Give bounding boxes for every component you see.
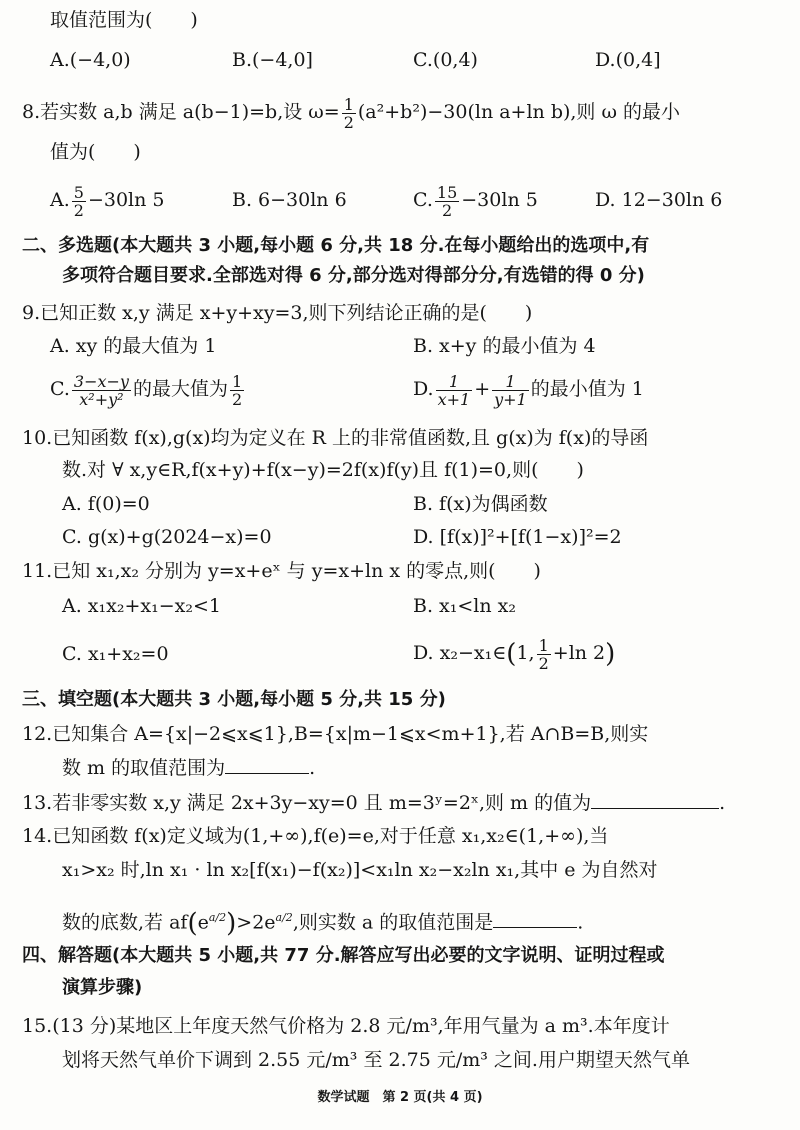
q13-prefix: 13.若非零实数 x,y 满足 2x+3y−xy=0 且 m=3ʸ=2ˣ,则 m 的值为 [22,792,592,814]
q9-option-c-frac [72,373,131,408]
q8-prefix: 若实数 a,b 满足 a(b−1)=b,设 ω= [40,101,340,123]
q8-option-a [50,178,165,222]
section4-heading-line1: 四、解答题(本大题共 5 小题,共 77 分.解答应写出必要的文字说明、证明过程或 [22,945,665,966]
q9-option-c-mid: 的最大值为 [132,378,228,400]
q14-inequality: >2e [236,911,276,934]
q9-option-c-half-den: 2 [231,389,243,409]
q8-option-b: B. 6−30ln 6 [232,189,347,211]
q9-option-c-half-num: 1 [231,371,243,391]
q13-stem [22,789,725,817]
q8-frac-num: 1 [343,94,354,114]
q8-option-a-frac-den: 2 [73,200,84,220]
q9-option-c-frac-num: 3−x−y [73,371,129,391]
q8-option-a-frac [72,184,86,219]
q10-option-b: B. f(x)为偶函数 [413,493,548,515]
q8-suffix: (a²+b²)−30(ln a+ln b),则 ω 的最小 [357,101,681,123]
q15-stem-line2: 划将天然气单价下调到 2.55 元/m³ 至 2.75 元/m³ 之间.用户期望天然气单 [62,1049,690,1071]
q14-end: . [577,911,584,934]
q8-fraction [342,96,356,131]
q9-option-c-label: C. [50,378,70,400]
q7-option-d: D.(0,4] [595,49,661,71]
q12-stem-line1: 12.已知集合 A={x|−2⩽x⩽1},B={x|m−1⩽x<m+1},若 A∩B=B,则实 [22,723,649,745]
q9-option-d-plus: + [474,378,491,400]
page-footer: 数学试题 第 2 页(共 4 页) [317,1090,483,1105]
q14-suffix: ,则实数 a 的取值范围是 [292,911,494,934]
q9-option-c-half [230,373,244,408]
q8-option-a-tail: −30ln 5 [87,189,165,211]
q14-close-paren: ) [226,908,237,939]
q8-option-c [413,178,538,222]
q8-number: 8. [22,101,41,123]
q15-stem-line1: 15.(13 分)某地区上年度天然气价格为 2.8 元/m³,年用气量为 a m³.本年度计 [22,1015,670,1037]
q9-option-d [413,366,644,412]
q9-option-c-frac-den: x²+y² [79,389,124,409]
q14-prefix: 数的底数,若 af [62,911,188,934]
q14-stem-line2: x₁>x₂ 时,ln x₁ · ln x₂[f(x₁)−f(x₂)]<x₁ln x₂−x₂ln x₁,其中 e 为自然对 [62,859,658,881]
q11-option-d-frac-den: 2 [538,653,549,673]
q8-option-c-tail: −30ln 5 [461,189,538,211]
q11-option-d [413,630,615,676]
section2-heading-line1: 二、多选题(本大题共 3 小题,每小题 6 分,共 18 分.在每小题给出的选项中,有 [22,235,650,256]
section4-heading-line2: 演算步骤) [62,977,143,998]
q10-option-c: C. g(x)+g(2024−x)=0 [62,526,272,548]
q9-option-c [50,366,246,412]
q12-suffix: . [309,757,316,779]
q8-frac-den: 2 [343,112,354,132]
q11-option-c: C. x₁+x₂=0 [62,643,169,665]
q11-option-d-prefix: D. x₂−x₁∈ [413,642,507,664]
q9-option-d-frac1 [436,373,473,408]
q11-option-d-lower: 1, [516,642,535,664]
q11-option-d-frac [537,637,551,672]
q12-stem-line2 [62,754,315,782]
q14-answer-blank[interactable] [493,909,577,928]
q14-exponent-2: a/2 [275,911,293,924]
q14-base-e: e [197,911,209,934]
q9-option-a: A. xy 的最大值为 1 [50,335,217,357]
q8-option-a-frac-num: 5 [73,182,84,202]
q10-stem-line1: 10.已知函数 f(x),g(x)均为定义在 R 上的非常值函数,且 g(x)为 f(x)的导函 [22,427,649,449]
q10-option-a: A. f(0)=0 [62,493,150,515]
q9-option-d-frac2-den: y+1 [494,389,527,409]
q12-answer-blank[interactable] [225,755,309,774]
q9-option-d-frac2-num: 1 [492,373,529,391]
section3-heading: 三、填空题(本大题共 3 小题,每小题 5 分,共 15 分) [22,689,446,710]
q11-option-d-upper: +ln 2 [552,642,606,664]
q12-prefix: 数 m 的取值范围为 [62,757,226,779]
q8-option-c-label: C. [413,189,433,211]
q14-stem-line1: 14.已知函数 f(x)定义域为(1,+∞),f(e)=e,对于任意 x₁,x₂∈(1,+∞),当 [22,825,609,847]
q8-stem-line1 [22,90,680,134]
q13-answer-blank[interactable] [591,790,719,809]
q9-option-b: B. x+y 的最小值为 4 [413,335,596,357]
q7-stem-tail: 取值范围为( ) [50,9,198,31]
q9-stem: 9.已知正数 x,y 满足 x+y+xy=3,则下列结论正确的是( ) [22,302,533,324]
q11-option-d-frac-num: 1 [538,635,549,655]
q11-option-b: B. x₁<ln x₂ [413,595,516,617]
q8-option-d: D. 12−30ln 6 [595,189,723,211]
q9-option-d-frac1-num: 1 [436,373,473,391]
q7-option-b: B.(−4,0] [232,49,313,71]
q13-suffix: . [719,792,726,814]
q8-stem-line2: 值为( ) [50,141,141,163]
q8-option-a-label: A. [50,189,70,211]
q7-option-c: C.(0,4) [413,49,478,71]
q8-option-c-frac-num: 15 [436,182,458,202]
q8-option-c-frac [435,184,459,219]
q9-option-d-frac1-den: x+1 [437,389,471,409]
q11-stem: 11.已知 x₁,x₂ 分别为 y=x+eˣ 与 y=x+ln x 的零点,则( ) [22,560,541,582]
q8-option-c-frac-den: 2 [441,200,453,220]
q11-option-d-close-paren: ) [605,639,616,669]
q14-exponent: a/2 [208,911,227,924]
q10-stem-line2: 数.对 ∀ x,y∈R,f(x+y)+f(x−y)=2f(x)f(y)且 f(1)=0,则( ) [62,459,584,481]
q9-option-d-frac2 [492,373,529,408]
q14-open-paren: ( [187,908,198,939]
q9-option-d-tail: 的最小值为 1 [530,378,644,400]
q11-option-a: A. x₁x₂+x₁−x₂<1 [62,595,221,617]
q7-option-a: A.(−4,0) [50,49,131,71]
q11-option-d-open-paren: ( [506,639,517,669]
q9-option-d-label: D. [413,378,434,400]
q10-option-d: D. [f(x)]²+[f(1−x)]²=2 [413,526,622,548]
section2-heading-line2: 多项符合题目要求.全部选对得 6 分,部分选对得部分分,有选错的得 0 分) [62,265,645,286]
q14-stem-line3 [62,898,583,938]
